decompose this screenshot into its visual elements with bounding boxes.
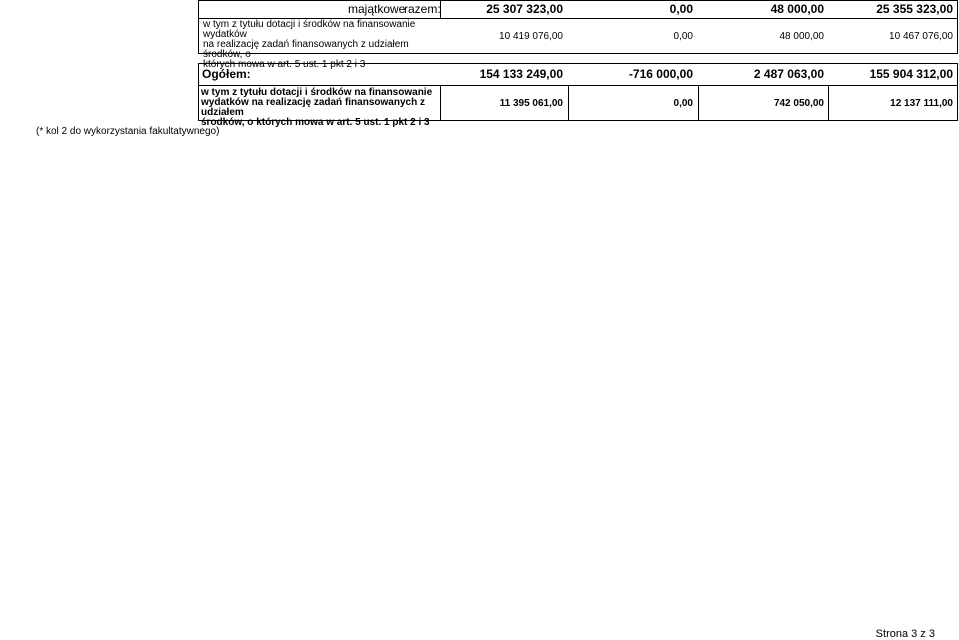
category-label: majątkowe — [348, 2, 406, 16]
subrow-1-value-1: 10 419 076,00 — [499, 31, 563, 42]
subrow-1-label-line-3: których mowa w art. 5 ust. 1 pkt 2 i 3 — [203, 59, 366, 70]
total-value-4: 155 904 312,00 — [869, 67, 953, 81]
razem-value-4: 25 355 323,00 — [876, 2, 953, 16]
razem-value-3: 48 000,00 — [770, 2, 824, 16]
subrow-2-value-1: 11 395 061,00 — [499, 98, 563, 109]
table-2-col-2 — [568, 85, 569, 121]
table-2-col-3 — [698, 85, 699, 121]
page-number: Strona 3 z 3 — [875, 628, 935, 640]
footnote: (* kol 2 do wykorzystania fakultatywnego) — [36, 126, 220, 137]
subrow-2-label-line-2: wydatków na realizację zadań finansowanych z udziałem — [201, 97, 425, 118]
subrow-1-label-line-1: w tym z tytułu dotacji i środków na finansowanie wydatków — [203, 19, 416, 40]
subrow-1-value-2: 0,00 — [673, 31, 693, 42]
subrow-2-value-2: 0,00 — [673, 98, 693, 109]
total-value-2: -716 000,00 — [628, 67, 693, 81]
subrow-2-value-3: 742 050,00 — [773, 98, 824, 109]
razem-value-1: 25 307 323,00 — [486, 2, 563, 16]
subrow-2-label-line-3: środków, o których mowa w art. 5 ust. 1 pkt 2 i 3 — [201, 117, 430, 128]
subrow-2-value-4: 12 137 111,00 — [890, 98, 953, 109]
subrow-1-value-3: 48 000,00 — [779, 31, 824, 42]
razem-value-2: 0,00 — [669, 2, 693, 16]
total-value-3: 2 487 063,00 — [753, 67, 824, 81]
subrow-2-label — [201, 88, 441, 128]
total-label: Ogółem: — [202, 67, 251, 81]
razem-label: razem: — [404, 2, 441, 16]
table-2-col-4 — [828, 85, 829, 121]
subrow-1-label-line-2: na realizację zadań finansowanych z udziałem środków, o — [203, 39, 409, 60]
subrow-1-value-4: 10 467 076,00 — [889, 31, 953, 42]
table-2-row-divider — [198, 85, 958, 86]
total-value-1: 154 133 249,00 — [479, 67, 563, 81]
subrow-2-label-line-1: w tym z tytułu dotacji i środków na finansowanie — [201, 87, 433, 98]
